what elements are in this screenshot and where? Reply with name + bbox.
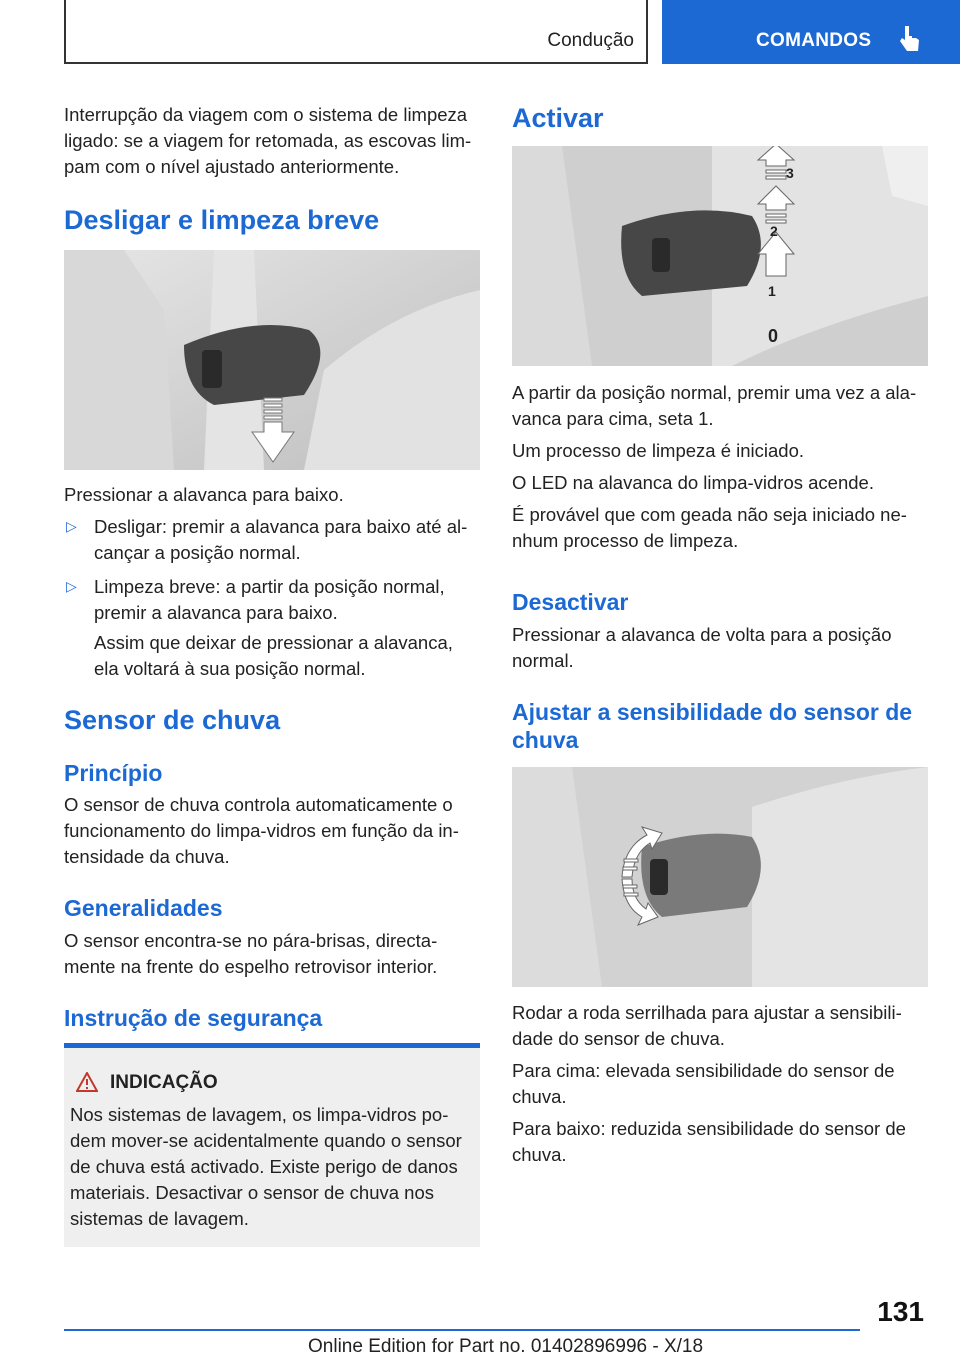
warning-title: INDICAÇÃO — [110, 1072, 218, 1093]
warning-triangle-icon — [76, 1072, 98, 1092]
wiper-lever-up-illustration — [512, 146, 928, 366]
bullet-triangle-icon: ▷ — [66, 578, 77, 594]
principio-text: O sensor de chuva controla automaticamente o funcionamento do limpa-vidros em função da intensidade da chuva. — [64, 794, 459, 867]
sensitivity-wheel-illustration — [512, 767, 928, 987]
heading-generalidades: Generalidades — [64, 895, 223, 921]
bullet-limpeza-breve: Limpeza breve: a partir da posição normal, premir a alavanca para baixo. — [94, 576, 445, 623]
bullet-desligar: Desligar: premir a alavanca para baixo até alcançar a posição normal. — [94, 516, 468, 563]
arrow-label-3: 3 — [786, 165, 794, 181]
heading-desactivar: Desactivar — [512, 589, 629, 615]
footer-edition: Online Edition for Part no. 01402896996 - X/18 — [308, 1336, 704, 1357]
footer-divider — [64, 1329, 860, 1331]
generalidades-text: O sensor encontra-se no pára-brisas, directamente na frente do espelho retrovisor interior. — [64, 930, 438, 977]
activar-p2: Um processo de limpeza é iniciado. — [512, 440, 805, 461]
heading-activar: Activar — [512, 103, 604, 133]
activar-p1: A partir da posição normal, premir uma vez a alavanca para cima, seta 1. — [512, 382, 917, 429]
ajustar-p2: Para cima: elevada sensibilidade do sensor de chuva. — [512, 1060, 895, 1107]
header-chapter-title: COMANDOS — [756, 30, 872, 51]
arrow-label-0: 0 — [768, 326, 779, 346]
header-section-box — [64, 0, 648, 64]
heading-principio: Princípio — [64, 760, 163, 786]
bullet-triangle-icon: ▷ — [66, 518, 77, 534]
arrow-label-2: 2 — [770, 223, 778, 239]
desactivar-text: Pressionar a alavanca de volta para a posição normal. — [512, 624, 892, 671]
ajustar-p3: Para baixo: reduzida sensibilidade do sensor de chuva. — [512, 1118, 906, 1165]
heading-ajustar-sensibilidade: Ajustar a sensibilidade do sensor de chuva — [512, 699, 913, 753]
warning-text: Nos sistemas de lavagem, os limpa-vidros podem mover-se acidentalmente quando o sensor de chuva está activado. Existe perigo de danos materiais. Desactivar o sensor de chuva nos sistemas de lavagem. — [70, 1104, 462, 1229]
press-down-text: Pressionar a alavanca para baixo. — [64, 484, 344, 505]
warning-box — [64, 1043, 480, 1247]
hand-pointer-icon — [899, 24, 921, 54]
heading-sensor-chuva: Sensor de chuva — [64, 705, 281, 735]
page-number: 131 — [877, 1296, 924, 1327]
heading-seguranca: Instrução de segurança — [64, 1005, 323, 1031]
intro-paragraph: Interrupção da viagem com o sistema de limpeza ligado: se a viagem for retomada, as escovas limpam com o nível ajustado anteriormente. — [64, 104, 472, 177]
header-chapter-tab[interactable] — [662, 0, 960, 64]
activar-p4: É provável que com geada não seja iniciado nenhum processo de limpeza. — [512, 504, 907, 551]
ajustar-p1: Rodar a roda serrilhada para ajustar a sensibilidade do sensor de chuva. — [512, 1002, 902, 1049]
wiper-lever-down-illustration — [64, 250, 480, 470]
heading-desligar: Desligar e limpeza breve — [64, 205, 380, 235]
activar-p3: O LED na alavanca do limpa-vidros acende. — [512, 472, 874, 493]
bullet-limpeza-breve-cont: Assim que deixar de pressionar a alavanca, ela voltará à sua posição normal. — [94, 632, 453, 679]
arrow-label-1: 1 — [768, 283, 776, 299]
header-section-title: Condução — [547, 30, 634, 51]
